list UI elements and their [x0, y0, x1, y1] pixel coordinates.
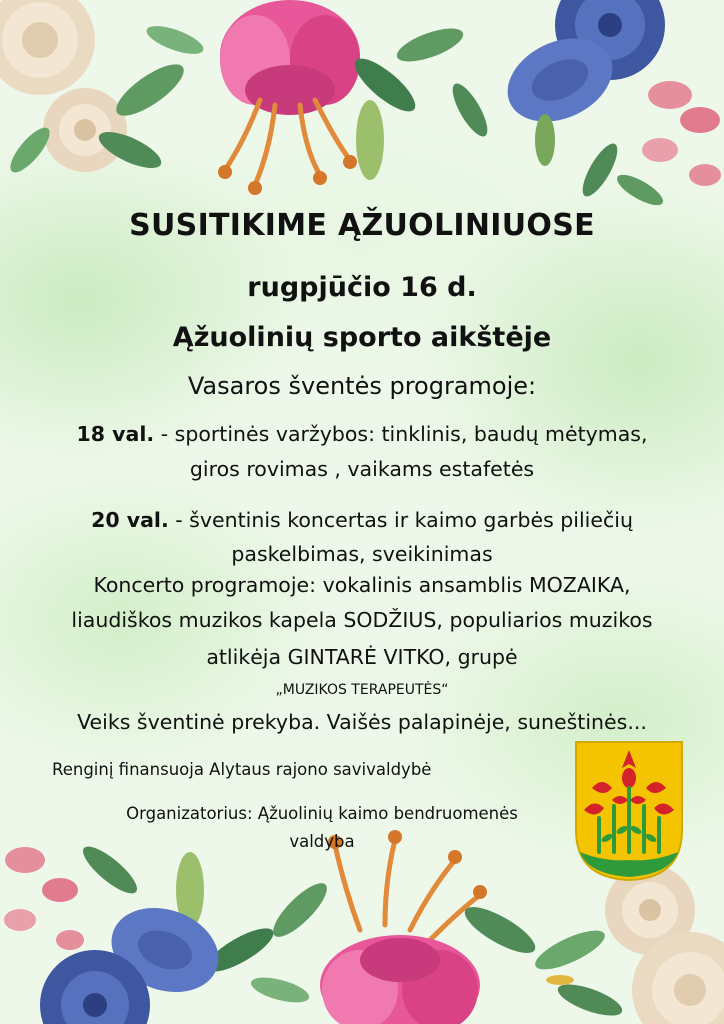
financed-by: Renginį finansuoja Alytaus rajono savivaldybė [52, 760, 432, 779]
poster-title: SUSITIKIME ĄŽUOLINIUOSE [129, 208, 595, 243]
organizer-line-2: valdyba [289, 832, 355, 851]
organizer-line-1: Organizatorius: Ąžuolinių kaimo bendruomenės [126, 804, 518, 823]
program-item-2-line2: paskelbimas, sveikinimas [231, 542, 493, 566]
program-item-2-time: 20 val. [91, 508, 169, 532]
event-date: rugpjūčio 16 d. [247, 272, 477, 303]
concert-line-3: atlikėja GINTARĖ VITKO, grupė [206, 645, 518, 669]
program-item-1 [0, 422, 724, 446]
trade-info: Veiks šventinė prekyba. Vaišės palapinėje, suneštinės... [77, 710, 647, 734]
program-item-1-time: 18 val. [76, 422, 155, 446]
event-place: Ąžuolinių sporto aikštėje [172, 322, 552, 353]
program-item-2-text: - šventinis koncertas ir kaimo garbės piliečių [168, 508, 633, 532]
concert-line-1: Koncerto programoje: vokalinis ansamblis MOZAIKA, [93, 573, 631, 597]
floral-decoration-top-icon [0, 0, 724, 230]
program-item-2 [0, 508, 724, 532]
organizer [52, 800, 592, 856]
program-item-1-text: - sportinės varžybos: tinklinis, baudų mėtymas, [154, 422, 648, 446]
concert-line-4: „MUZIKOS TERAPEUTĖS“ [275, 682, 449, 698]
concert-line-2: liaudiškos muzikos kapela SODŽIUS, populiarios muzikos [71, 608, 653, 632]
program-item-1-line2: giros rovimas , vaikams estafetės [189, 457, 535, 481]
coat-of-arms-icon [574, 740, 684, 882]
program-intro: Vasaros šventės programoje: [187, 372, 537, 400]
